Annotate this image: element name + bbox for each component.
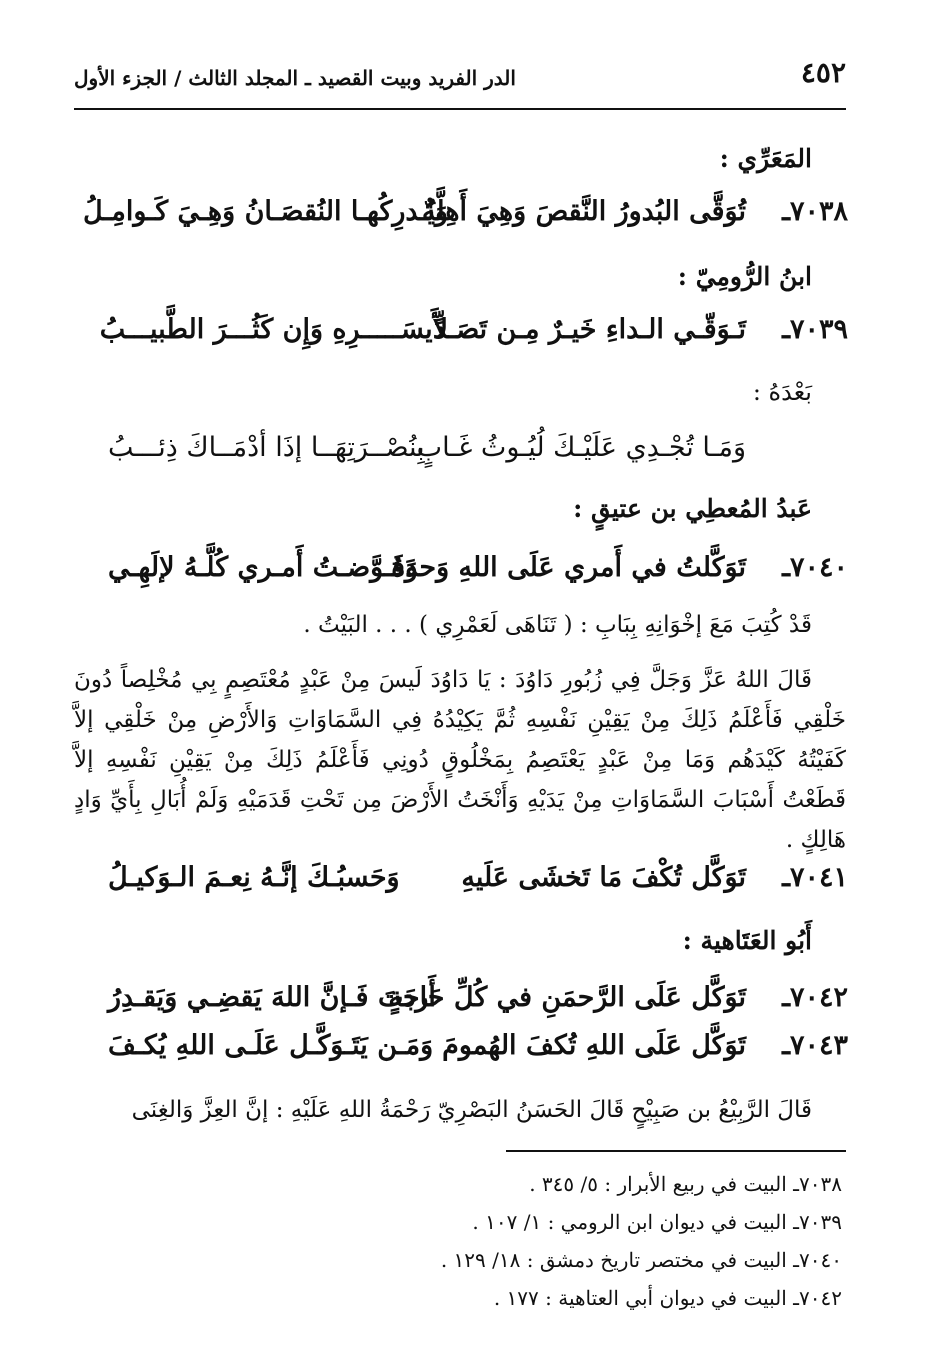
- prose-paragraph: قَالَ اللهُ عَزَّ وَجَلَّ فِي زُبُورِ دَاوُدَ : يَا دَاوُدَ لَيسَ مِنْ عَبْدٍ مُعْتَصِمٍ بِي مُخْلِصاً دُونَ خَلْقِي فَأَعْلَمُ ذَلِكَ مِنْ يَقِيْنِ نَفْسِهِ ثُمَّ يَكِيْدُهُ فِي السَّمَاوَاتِ وَالأَرْضِ مِنْ خَلْقِي إلاَّ كَفَيْتُهُ كَيْدَهُم وَمَا مِنْ عَبْدٍ يَعْتَصِمُ بِمَخْلُوقٍ دُونِي فَأَعْلَمُ ذَلِكَ مِنْ يَقِيْنِ نَفْسِهِ إلاَّ قَطَعْتُ أَسْبَابَ السَّمَاوَاتِ مِنْ يَدَيْهِ وَأَنْخَتُ الأَرْضَ مِن تَحْتِ قَدَمَيْهِ وَلَمْ أُبَالِ بِأَيِّ وَادٍ هَالِكٍ .: [74, 667, 846, 853]
- verse-second-hemistich: أَردتَ فَـإنَّ اللهَ يَقضِـي وَيَقـدِرُ: [108, 982, 436, 1013]
- verse-number: ٧٠٣٩ـ: [782, 314, 848, 345]
- verse-first-hemistich: تَوَكَّل تُكْفَ مَا تَخشَى عَلَيهِ: [461, 862, 746, 893]
- poet-name: ابنُ الرُّومِيّ :: [677, 262, 812, 291]
- verse-number: ٧٠٤٢ـ: [782, 982, 848, 1013]
- footnote: ٧٠٤٢ـ البيت في ديوان أبي العتاهية : ١٧٧ .: [493, 1286, 842, 1310]
- page-number: ٤٥٢: [800, 56, 846, 89]
- after-label: بَعْدَهُ :: [752, 378, 812, 406]
- verse-7039: [74, 314, 846, 358]
- verse-first-hemistich: تُوَقَّى البُدورُ النَّقصَ وَهِيَ أَهِلَّةٌ: [421, 196, 746, 227]
- footnote: ٧٠٣٩ـ البيت في ديوان ابن الرومي : ١/ ١٠٧ .: [472, 1210, 842, 1234]
- prose-paragraph: قَالَ الرَّبِيْعُ بن صَبِيْحٍ قَالَ الحَسَنُ البَصْرِيّ رَحْمَةُ اللهِ عَلَيْهِ : إنَّ العِزَّ وَالغِنَى: [131, 1097, 812, 1123]
- verse-7038: [74, 196, 846, 240]
- verse-number: ٧٠٣٨ـ: [782, 196, 848, 227]
- verse-second-hemistich: لأَيسَـــــرِهِ وَإِن كَثُـــرَ الطَّبيـــبُ: [99, 314, 448, 345]
- page-header: [74, 52, 846, 110]
- verse-first-hemistich: وَمَـا تُجْـدِي عَلَيْـكَ لُيُـوثُ غَـابٍ: [416, 432, 746, 463]
- verse-second-hemistich: وَفَـوَّضـتُ أَمـري كُلَّـهُ لإلَهِـي: [108, 552, 418, 583]
- verse-number: ٧٠٤٠ـ: [782, 552, 848, 583]
- verse-7040: [74, 552, 846, 596]
- footnote: ٧٠٤٠ـ البيت في مختصر تاريخ دمشق : ١٨/ ١٢٩ .: [440, 1248, 842, 1272]
- running-title: الدر الفريد وبيت القصيد ـ المجلد الثالث / الجزء الأول: [74, 66, 516, 90]
- verse-7041: [74, 862, 846, 906]
- verse-first-hemistich: تَوَكَّل عَلَى الرَّحمَنِ في كُلِّ حَاجَةٍ: [388, 982, 746, 1013]
- verse-second-hemistich: وَيُـدرِكُهـا النُقصَـانُ وَهِـيَ كَـوامِـلُ: [83, 196, 448, 227]
- verse-number: ٧٠٤١ـ: [782, 862, 848, 893]
- verse-first-hemistich: تَوَكَّلتُ في أَمري عَلَى اللهِ وَحدَهُ: [391, 552, 746, 583]
- verse-first-hemistich: تَوَكَّل عَلَى اللهِ تُكفَ الهُمومَ: [442, 1030, 746, 1061]
- footnotes: [120, 1172, 842, 1324]
- verse-7042: [74, 982, 846, 1026]
- footnote-separator: [506, 1150, 846, 1152]
- verse-second-hemistich: بِنُصْــرَتِهَــا إذَا أدْمَــاكَ ذِئـــبُ: [108, 432, 425, 463]
- verse-note: قَدْ كُتِبَ مَعَ إخْوَانِهِ بِبَابِ : ( تَنَاهَى لَعَمْرِي ) . . . البَيْتُ .: [303, 612, 812, 638]
- poet-name: أَبُو العَتَاهية :: [682, 926, 812, 955]
- footnote: ٧٠٣٨ـ البيت في ربيع الأبرار : ٥/ ٣٤٥ .: [529, 1172, 842, 1196]
- verse-7043: [74, 1030, 846, 1074]
- poet-name: عَبدُ المُعطِي بن عتيقٍ :: [573, 494, 812, 523]
- verse-after-7039: [74, 432, 846, 476]
- poet-name: المَعَرِّي :: [719, 144, 812, 173]
- verse-second-hemistich: وَحَسبُـكَ إنَّـهُ نِعـمَ الـوَكيـلُ: [108, 862, 400, 893]
- verse-second-hemistich: وَمَـن يَتَـوَكَّـل عَلَـى اللهِ يُكـفَ: [108, 1030, 434, 1061]
- verse-number: ٧٠٤٣ـ: [782, 1030, 848, 1061]
- verse-first-hemistich: تَـوَقّـي الـداءِ خَيـرٌ مِـن تَصَـدٍّ: [434, 314, 746, 345]
